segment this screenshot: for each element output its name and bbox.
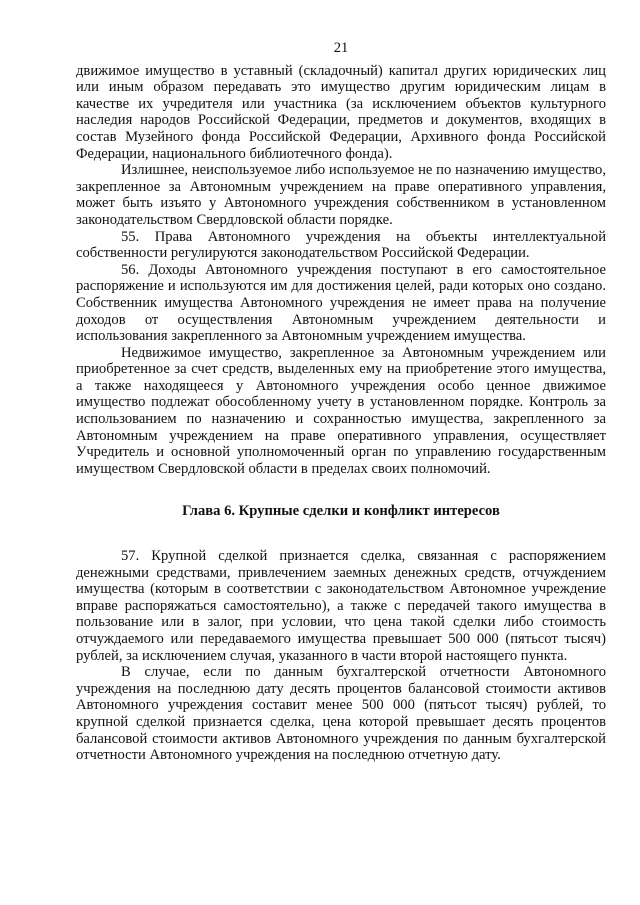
paragraph-55: 55. Права Автономного учреждения на объекты интеллектуальной собственности регулируются законодательством Российской Федерации. [76,228,606,262]
paragraph-57-part-two: В случае, если по данным бухгалтерской отчетности Автономного учреждения на последнюю дату десять процентов балансовой стоимости активов Автономного учреждения составит менее 500 000 (пятьсот тысяч) рублей, то крупной сделкой признается сделка, цена которой превышает десять процентов балансовой стоимости активов Автономного учреждения по данным бухгалтерской отчетности Автономного учреждения на последнюю отчетную дату. [76,664,606,764]
paragraph-continued: движимое имущество в уставный (складочный) капитал других юридических лиц или иным образом передавать это имущество другим юридическим лицам в качестве их учредителя или участника (за исключением объектов культурного наследия народов Российской Федерации, предметов и документов, входящих в состав Музейного фонда Российской Федерации, Архивного фонда Российской Федерации, национального библиотечного фонда). [76,62,606,162]
paragraph-surplus-property: Излишнее, неиспользуемое либо используемое не по назначению имущество, закрепленное за Автономным учреждением на праве оперативного управления, может быть изъято у Автономного учреждения собственником в установленном законодательством Свердловской области порядке. [76,162,606,228]
paragraph-57: 57. Крупной сделкой признается сделка, связанная с распоряжением денежными средствами, привлечением заемных денежных средств, отчуждением имущества (которым в соответствии с законодательством Автономное учреждение вправе распоряжаться самостоятельно), а также с передачей такого имущества в пользование или в залог, при условии, что цена такой сделки либо стоимость отчуждаемого или передаваемого имущества превышает 500 000 (пятьсот тысяч) рублей, за исключением случая, указанного в части второй настоящего пункта. [76,548,606,664]
chapter-heading: Глава 6. Крупные сделки и конфликт интересов [182,503,500,520]
page-number: 21 [333,40,349,56]
paragraph-56: 56. Доходы Автономного учреждения поступают в его самостоятельное распоряжение и используются им для достижения целей, ради которых оно создано. Собственник имущества Автономного учреждения не имеет права на получение доходов от осуществления Автономным учреждением деятельности и использования закрепленного за Автономным учреждением имущества. [76,261,606,345]
paragraph-real-estate: Недвижимое имущество, закрепленное за Автономным учреждением или приобретенное за счет средств, выделенных ему на приобретение этого имущества, а также находящееся у Автономного учреждения особо ценное движимое имущество подлежат обособленному учету в установленном порядке. Контроль за использованием по назначению и сохранностью имущества, закрепленного за Автономным учреждением на праве оперативного управления, осуществляет Учредитель и основной уполномоченный орган по управлению государственным имуществом Свердловской области в пределах своих полномочий. [76,344,606,477]
